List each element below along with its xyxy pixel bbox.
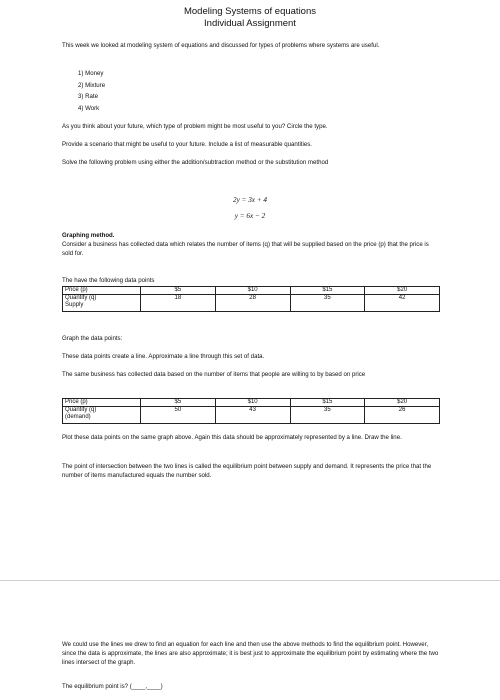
equilibrium-note: We could use the lines we drew to find an equation for each line and then use the above methods to find the equilibrium point. However, since the data is approximate, the lines are also approximate; it is best just to approximate the equilibrium point by estimating where the two lines intersect of the graph. [62,641,439,666]
page-divider [0,580,500,581]
table-cell: $10 [215,287,290,295]
table-cell: Price (p) [63,287,141,295]
page-subtitle: Individual Assignment [204,18,296,29]
table-cell: $20 [365,399,440,407]
table-cell: $10 [215,399,290,407]
table-cell: Supply [63,302,141,311]
table-cell: Quantity (q) [63,407,141,415]
table-cell: Price (p) [63,399,141,407]
supply-intro: The have the following data points [62,277,155,284]
table-cell: $20 [365,287,440,295]
table-row [63,287,440,295]
list-item: 1) Money [78,70,104,77]
demand-intro: The same business has collected data based on the number of items that people are willing to by based on price [62,371,366,378]
table-row [63,407,440,415]
graphing-heading: Graphing method. [62,232,115,239]
question-solve: Solve the following problem using either the addition/subtraction method or the substitution method [62,159,329,166]
intersection-note: The point of intersection between the two lines is called the equilibrium point between supply and demand. It represents the price that the number of items manufactured equals the number sold. [62,463,432,479]
problem-type-list [78,68,105,114]
table-cell: $15 [290,399,365,407]
graphing-text: Consider a business has collected data which relates the number of items (q) that will be supplied based on the price (p) that the price is sold for. [62,241,429,257]
table-cell: 50 [141,407,216,423]
list-item: 3) Rate [78,93,98,101]
question-scenario: Provide a scenario that might be useful to your future. Include a list of measurable quantities. [62,141,312,148]
plot-note: Plot these data points on the same graph above. Again this data should be approximately represented by a line. Draw the line. [62,434,402,441]
table-cell: (demand) [63,414,141,423]
supply-table [62,286,440,312]
table-row [63,399,440,407]
table-cell: $5 [141,399,216,407]
table-cell: $5 [141,287,216,295]
equilibrium-question: The equilibrium point is? (____,____) [62,683,163,690]
table-cell: 28 [215,295,290,311]
table-cell: 42 [365,295,440,311]
table-cell: 43 [215,407,290,423]
list-item: 4) Work [78,104,100,112]
demand-table [62,398,440,424]
equation-2: y = 6x − 2 [234,212,266,220]
table-cell: 26 [365,407,440,423]
list-item: 2) Mixture [78,81,106,89]
table-cell: $15 [290,287,365,295]
page-title: Modeling Systems of equations [183,6,317,17]
table-cell: 35 [290,407,365,423]
table-cell: Quantity (q) [63,295,141,303]
question-future: As you think about your future, which type of problem might be most useful to you? Circle the type. [62,123,328,130]
table-cell: 18 [141,295,216,311]
equation-1: 2y = 3x + 4 [232,196,268,204]
table-row [63,295,440,303]
table-cell: 35 [290,295,365,311]
graph-points-text: Graph the data points: [62,335,123,342]
intro-text: This week we looked at modeling system of equations and discussed for types of problems where systems are useful. [62,42,380,49]
line-note: These data points create a line. Approximate a line through this set of data. [62,353,265,360]
